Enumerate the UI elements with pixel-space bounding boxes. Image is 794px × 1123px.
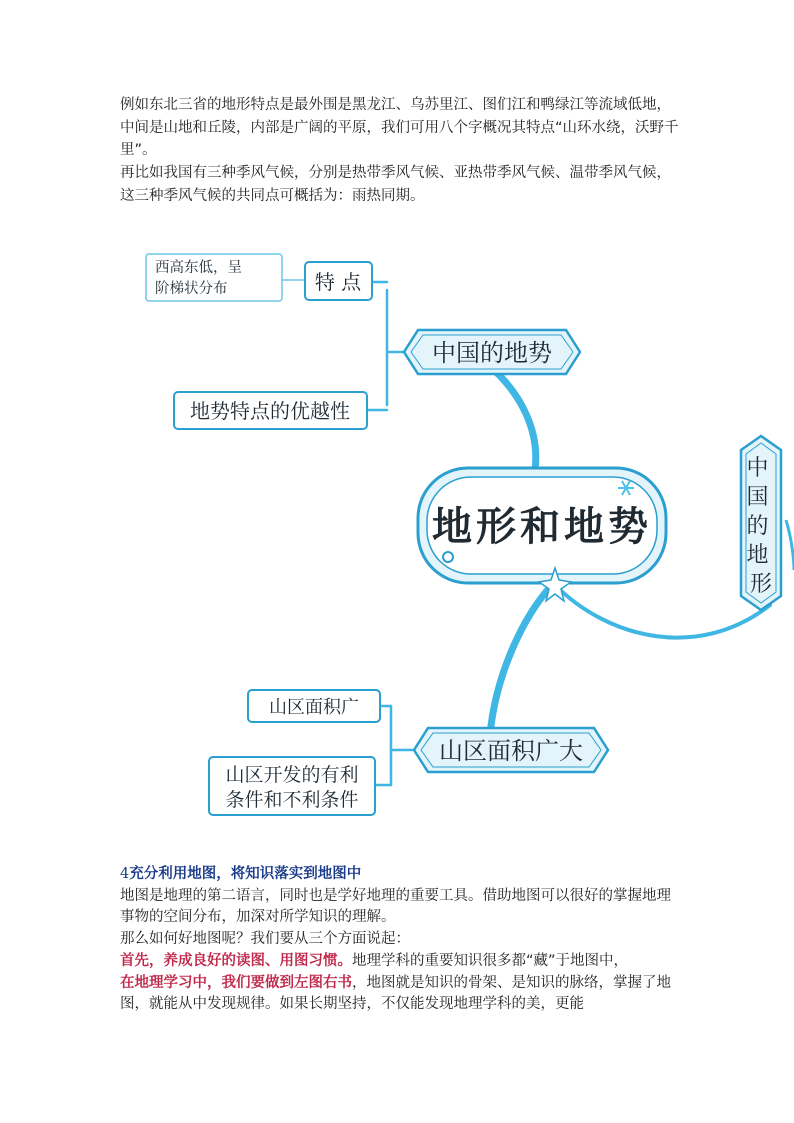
node-mountain-development-line-2: 条件和不利条件 bbox=[225, 789, 359, 811]
center-title: 地形和地势 bbox=[432, 503, 652, 550]
branch-china-terrain-relief bbox=[404, 330, 580, 374]
branch-mountain-area bbox=[414, 728, 608, 772]
node-terrain-advantages-label: 地势特点的优越性 bbox=[190, 399, 350, 423]
intro-paragraph-2: 再比如我国有三种季风气候，分别是热带季风气候、亚热带季风气候、温带季风气候，这三种季风气候的共同点可概括为：雨热同期。 bbox=[120, 165, 671, 204]
section-4 bbox=[120, 864, 680, 1016]
node-features-label: 特 点 bbox=[314, 270, 362, 294]
section-4-number: 4 bbox=[120, 866, 130, 882]
center-node bbox=[418, 468, 666, 601]
section-4-paragraph-1: 地图是地理的第二语言，同时也是学好地理的重要工具。借助地图可以很好的掌握地理事物的空间分布，加深对所学知识的理解。 bbox=[120, 887, 671, 926]
section-4-paragraph-2: 那么如何好地图呢？我们要从三个方面说起： bbox=[120, 931, 410, 948]
right-connector bbox=[786, 520, 794, 570]
node-terrain-advantages bbox=[174, 392, 367, 429]
intro-paragraph-1: 例如东北三省的地形特点是最外围是黑龙江、乌苏里江、图们江和鸭绿江等流域低地，中间是山地和丘陵，内部是广阔的平原，我们可用八个字概况其特点“山环水绕，沃野千里”。 bbox=[120, 97, 679, 158]
node-mountain-development bbox=[209, 757, 375, 815]
node-mountain-area-wide-label: 山区面积广 bbox=[269, 697, 359, 718]
section-4-paragraph-3 bbox=[120, 951, 680, 1016]
node-features-detail bbox=[146, 254, 282, 301]
section-4-paragraph-3-end: ，地图就是知识的骨架、是知识的脉络，掌握了地图，就能从中发现规律。如果长期坚持，不仅能发现地理学科的美，更能 bbox=[120, 974, 671, 1013]
node-mountain-development-line-1: 山区开发的有利 bbox=[225, 764, 359, 786]
node-features bbox=[305, 262, 372, 300]
section-4-heading bbox=[120, 864, 680, 886]
branch-bottom-label: 山区面积广大 bbox=[439, 737, 583, 765]
branch-right-label: 中 国 的 地 形 bbox=[746, 456, 773, 597]
section-4-paragraph-3-text: 地理学科的重要知识很多都“藏”于地图中， bbox=[352, 952, 629, 969]
emphasis-reading-habits: 首先，养成良好的读图、用图习惯。 bbox=[120, 952, 352, 969]
features-detail-line-1: 西高东低，呈 bbox=[155, 260, 242, 276]
features-detail-line-2: 阶梯状分布 bbox=[155, 281, 228, 297]
branch-china-landforms bbox=[741, 436, 794, 610]
section-4-title: 充分利用地图，将知识落实到地图中 bbox=[129, 866, 362, 882]
emphasis-left-map-right-book: 在地理学习中，我们要做到左图右书 bbox=[120, 974, 352, 991]
branch-top-label: 中国的地势 bbox=[432, 339, 552, 367]
node-mountain-area-wide bbox=[248, 690, 380, 722]
